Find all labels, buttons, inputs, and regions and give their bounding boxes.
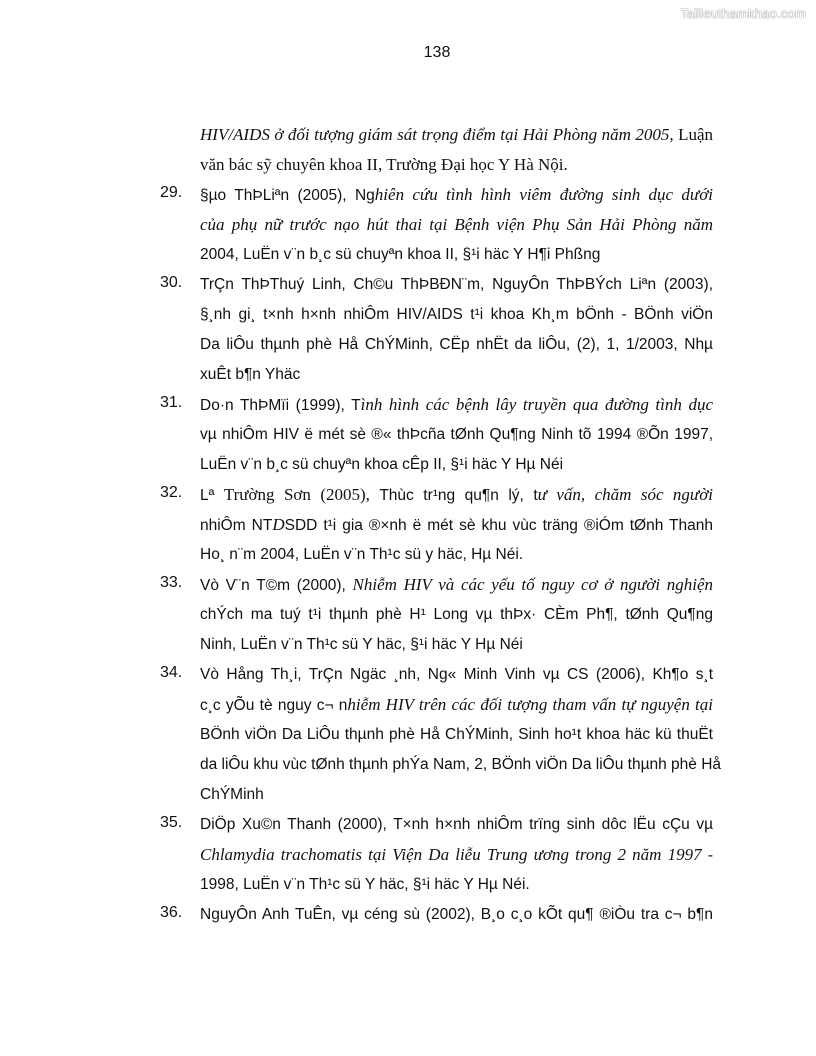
- reference-line: §µo ThÞLiªn (2005), Nghiên cứu tình hình viêm đường sinh dục dưới: [200, 185, 713, 204]
- reference-line: Ho¸ n¨m 2004, LuËn v¨n Th¹c sü y häc, Hµ Néi.: [200, 546, 524, 563]
- page-number: 138: [423, 44, 451, 61]
- reference-item: [160, 900, 713, 930]
- reference-number: 32.: [160, 484, 183, 501]
- reference-line: §¸nh gi¸ t×nh h×nh nhiÔm HIV/AIDS t¹i khoa Kh¸m bÖnh - BÖnh viÖn: [200, 306, 713, 323]
- reference-line: TrÇn ThÞThuý Linh, Ch©u ThÞBĐN¨m, NguyÔn ThÞBÝch Liªn (2003),: [200, 276, 713, 293]
- reference-line: Ninh, LuËn v¨n Th¹c sü Y häc, §¹i häc Y Hµ Néi: [200, 636, 523, 653]
- reference-line: Do·n ThÞMïi (1999), Tình hình các bệnh lây truyền qua đường tình dục: [200, 395, 713, 414]
- references: [160, 180, 722, 930]
- reference-number: 31.: [160, 394, 183, 411]
- reference-line: văn bác sỹ chuyên khoa II, Trường Đại học Y Hà Nội.: [200, 155, 568, 174]
- reference-item: [160, 270, 713, 390]
- reference-line: vµ nhiÔm HIV ë mét sè ®« thÞcña tØnh Qu¶ng Ninh tõ 1994 ®Õn 1997,: [200, 426, 713, 443]
- reference-line: LuËn v¨n b¸c sü chuyªn khoa cÊp II, §¹i häc Y Hµ Néi: [200, 456, 564, 473]
- title-italic: HIV/AIDS ở đối tượng giám sát trọng điểm tại Hải Phòng năm 2005: [200, 125, 670, 144]
- watermark: Tailieuthamkhao.com: [680, 6, 806, 21]
- reference-line: NguyÔn Anh TuÊn, vµ céng sù (2002), B¸o c¸o kÕt qu¶ ®iÒu tra c¬ b¶n: [200, 906, 713, 923]
- reference-item: [160, 180, 713, 270]
- reference-line: chÝch ma tuý t¹i thµnh phè H¹ Long vµ thÞx· CÈm Ph¶, tØnh Qu¶ng: [200, 606, 713, 623]
- reference-line: xuÊt b¶n Yhäc: [200, 366, 301, 383]
- reference-line: Chlamydia trachomatis tại Viện Da liễu Trung ương trong 2 năm 1997 -: [200, 845, 713, 864]
- reference-number: 29.: [160, 184, 183, 201]
- continued-reference: [200, 120, 713, 180]
- reference-line: Vò V¨n T©m (2000), Nhiễm HIV và các yếu tố nguy cơ ở người nghiện: [200, 575, 713, 594]
- reference-list: [160, 120, 722, 930]
- reference-line: 2004, LuËn v¨n b¸c sü chuyªn khoa II, §¹i häc Y H¶i Phßng: [200, 246, 601, 263]
- reference-line: ChÝMinh: [200, 786, 264, 803]
- reference-line: HIV/AIDS ở đối tượng giám sát trọng điểm tại Hải Phòng năm 2005, Luận: [200, 125, 714, 144]
- reference-line: da liÔu khu vùc tØnh thµnh phÝa Nam, 2, BÖnh viÖn Da liÔu thµnh phè Hå: [200, 756, 722, 773]
- reference-line: BÖnh viÖn Da LiÔu thµnh phè Hå ChÝMinh, Sinh ho¹t khoa häc kü thuËt: [200, 726, 713, 743]
- reference-number: 35.: [160, 814, 183, 831]
- reference-number: 30.: [160, 274, 183, 291]
- reference-line: Lª Trường Sơn (2005), Thùc tr¹ng qu¶n lý, tư vấn, chăm sóc người: [200, 485, 713, 504]
- reference-line: của phụ nữ trước nạo hút thai tại Bệnh viện Phụ Sản Hải Phòng năm: [200, 215, 713, 234]
- reference-line: DiÖp Xu©n Thanh (2000), T×nh h×nh nhiÔm trïng sinh dôc lËu cÇu vµ: [200, 816, 713, 833]
- reference-item: [160, 570, 713, 660]
- reference-line: nhiÔm NTDSDD t¹i gia ®×nh ë mét sè khu vùc träng ®iÓm tØnh Thanh: [200, 515, 714, 534]
- reference-number: 33.: [160, 574, 183, 591]
- reference-item: [160, 390, 713, 480]
- reference-line: 1998, LuËn v¨n Th¹c sü Y häc, §¹i häc Y Hµ Néi.: [200, 876, 530, 893]
- reference-item: [160, 480, 713, 570]
- reference-line: c¸c yÕu tè nguy c¬ nhiễm HIV trên các đối tượng tham vấn tự nguyện tại: [200, 695, 713, 714]
- reference-line: Vò Hång Th¸i, TrÇn Ngäc ¸nh, Ng« Minh Vinh vµ CS (2006), Kh¶o s¸t: [200, 666, 713, 683]
- reference-item: [160, 660, 722, 810]
- reference-line: Da liÔu thµnh phè Hå ChÝMinh, CËp nhËt da liÔu, (2), 1, 1/2003, Nhµ: [200, 336, 713, 353]
- reference-number: 36.: [160, 904, 183, 921]
- reference-number: 34.: [160, 664, 183, 681]
- reference-item: [160, 810, 713, 900]
